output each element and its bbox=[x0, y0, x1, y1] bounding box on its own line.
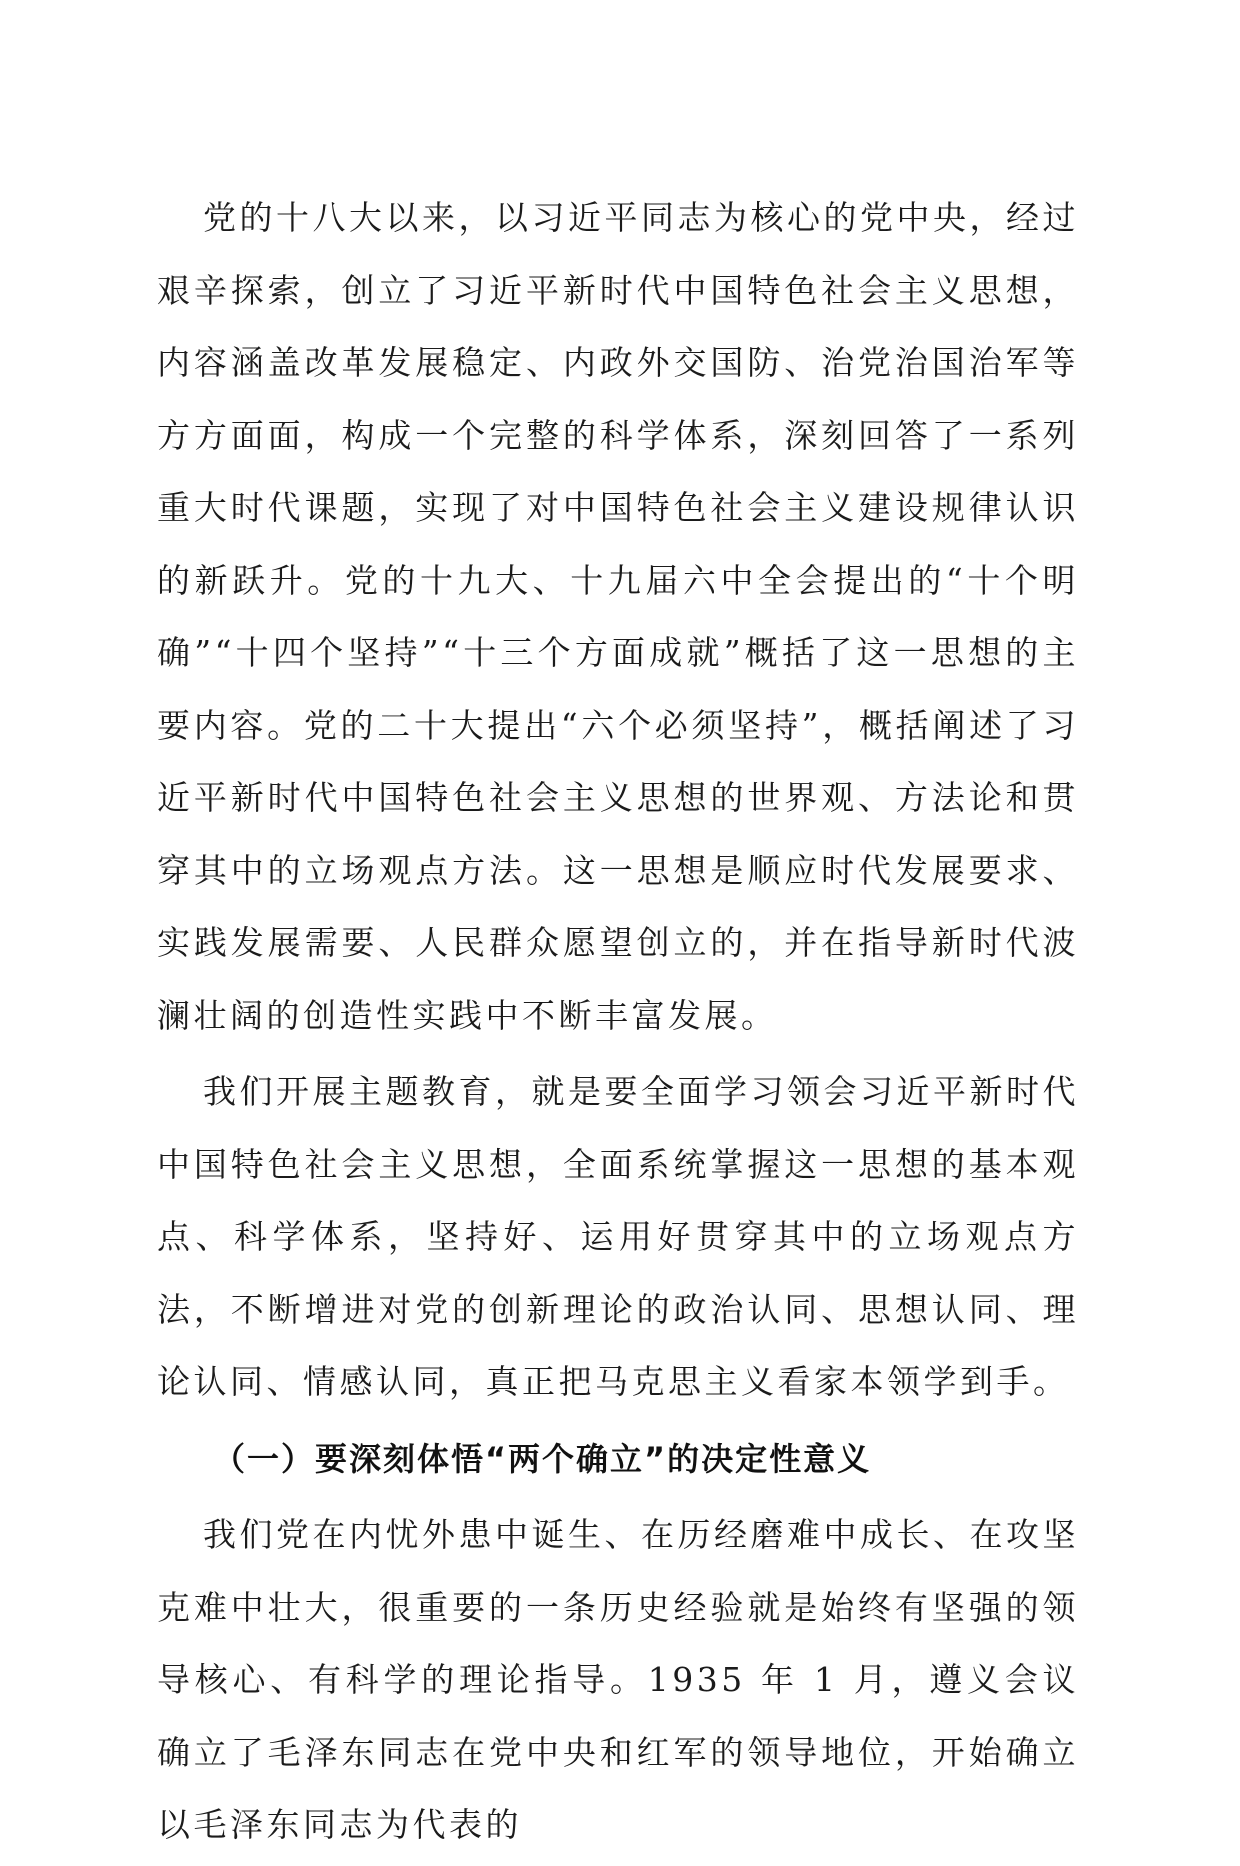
paragraph-theme-education: 我们开展主题教育，就是要全面学习领会习近平新时代中国特色社会主义思想，全面系统掌握这一思想的基本观点、科学体系，坚持好、运用好贯穿其中的立场观点方法，不断增进对党的创新理论的政治认同、思想认同、理论认同、情感认同，真正把马克思主义看家本领学到手。 bbox=[157, 1072, 1079, 1401]
paragraph-party-history: 我们党在内忧外患中诞生、在历经磨难中成长、在攻坚克难中壮大，很重要的一条历史经验就是始终有坚强的领导核心、有科学的理论指导。1935 年 1 月，遵义会议确立了毛泽东同志在党中央和红军的领导地位，开始确立以毛泽东同志为代表的 bbox=[157, 1515, 1079, 1844]
section-heading-two-establishments: （一）要深刻体悟“两个确立”的决定性意义 bbox=[213, 1439, 872, 1478]
paragraph-party-congress-thought: 党的十八大以来，以习近平同志为核心的党中央，经过艰辛探索，创立了习近平新时代中国特色社会主义思想，内容涵盖改革发展稳定、内政外交国防、治党治国治军等方方面面，构成一个完整的科学体系，深刻回答了一系列重大时代课题，实现了对中国特色社会主义建设规律认识的新跃升。党的十九大、十九届六中全会提出的“十个明确”“十四个坚持”“十三个方面成就”概括了这一思想的主要内容。党的二十大提出“六个必须坚持”，概括阐述了习近平新时代中国特色社会主义思想的世界观、方法论和贯穿其中的立场观点方法。这一思想是顺应时代发展要求、实践发展需要、人民群众愿望创立的，并在指导新时代波澜壮阔的创造性实践中不断丰富发展。 bbox=[157, 198, 1079, 1035]
document-body bbox=[157, 182, 1079, 1866]
